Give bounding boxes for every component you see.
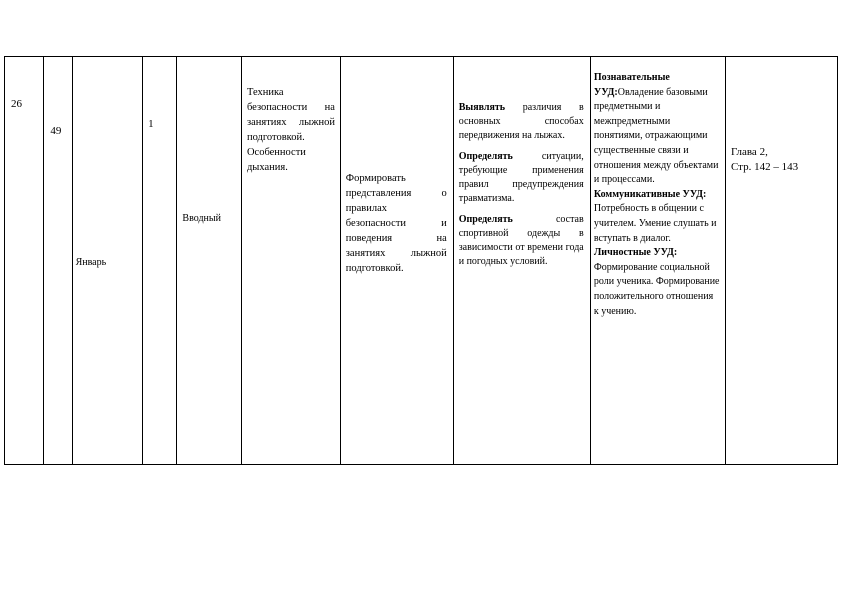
activities-cell: [453, 57, 590, 465]
reference-cell: [725, 57, 837, 465]
goal-cell: [340, 57, 453, 465]
uud-cell: [590, 57, 725, 465]
topic-cell: [241, 57, 340, 465]
goal-line: представления о: [345, 188, 447, 199]
goal-line: безопасности и: [345, 218, 447, 229]
goal-line: подготовкой.: [345, 263, 404, 274]
goal-line: Формировать: [345, 173, 406, 184]
activity-item: Выявлять различия в основных способах передвижения на лыжах.: [458, 102, 584, 141]
goal-line: правилах: [345, 203, 388, 214]
topic-line: занятиях лыжной: [246, 117, 335, 128]
topic-line: безопасности на: [246, 102, 335, 113]
goal-line: поведения на: [345, 233, 447, 244]
table-row: [5, 57, 838, 465]
activity-item: Определять ситуации, требующие применения правил предупреждения травматизма.: [458, 151, 584, 204]
uud-item: Познавательные УУД:Овладение базовыми предметными и межпредметными понятиями, отражающими существенные связи и отношения между объектами и процессами.: [593, 72, 719, 186]
reference-line: Глава 2,: [730, 146, 768, 158]
topic-line: подготовкой.: [246, 132, 305, 143]
month-cell: [72, 57, 143, 465]
hour-number: 49: [50, 125, 62, 137]
lesson-type-cell: [177, 57, 242, 465]
lesson-number-cell: [5, 57, 44, 465]
activity-item: Определять состав спортивной одежды в зависимости от времени года и погодных условий.: [458, 214, 584, 267]
topic-line: дыхания.: [246, 162, 288, 173]
lesson-goal: [346, 171, 447, 276]
hour-number-cell: [44, 57, 72, 465]
month: Январь: [75, 257, 107, 268]
hours: 1: [148, 118, 154, 130]
goal-line: занятиях лыжной: [345, 248, 447, 259]
lesson-type: Вводный: [182, 213, 221, 224]
lesson-topic: [247, 85, 335, 175]
uud-item: Личностные УУД: Формирование социальной роли ученика. Формирование положительного отношения к учению.: [593, 247, 720, 317]
lesson-number: 26: [11, 98, 22, 110]
topic-line: Особенности: [246, 147, 306, 158]
uud-block: [594, 71, 720, 319]
reference: [731, 145, 831, 175]
reference-line: Стр. 142 – 143: [730, 161, 799, 173]
student-activities: [459, 101, 584, 269]
topic-line: Техника: [246, 87, 284, 98]
hours-cell: [143, 57, 177, 465]
lesson-plan-table: [4, 56, 838, 465]
uud-item: Коммуникативные УУД: Потребность в общении с учителем. Умение слушать и вступать в диалог.: [593, 188, 717, 244]
